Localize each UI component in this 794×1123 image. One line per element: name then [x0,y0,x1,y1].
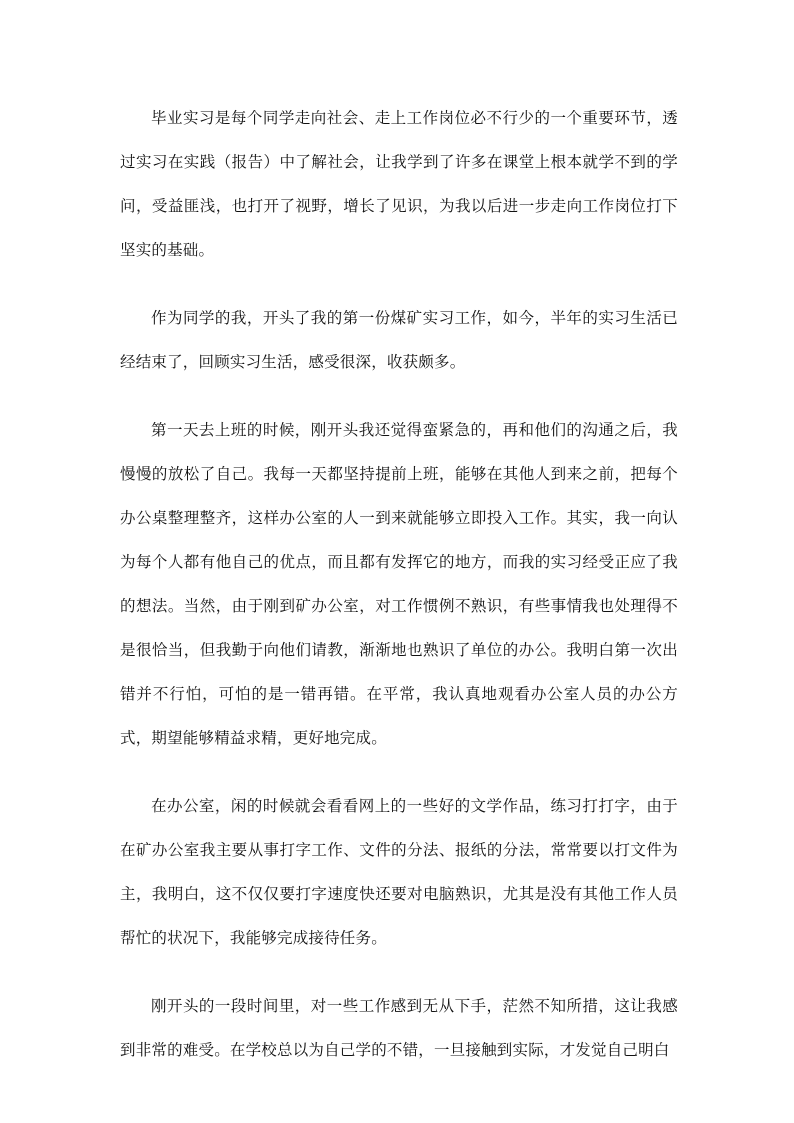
paragraph-4: 在办公室，闲的时候就会看看网上的一些好的文学作品，练习打打字，由于在矿办公室我主要从事打字工作、文件的分法、报纸的分法，常常要以打文件为主，我明白，这不仅仅要打字速度快还要对电脑熟识，尤其是没有其他工作人员帮忙的状况下，我能够完成接待任务。 [120,797,678,947]
paragraph-1: 毕业实习是每个同学走向社会、走上工作岗位必不行少的一个重要环节，透过实习在实践（报告）中了解社会，让我学到了许多在课堂上根本就学不到的学问，受益匪浅，也打开了视野，增长了见识，为我以后进一步走向工作岗位打下坚实的基础。 [120,109,678,259]
document-body [120,96,678,1072]
paragraph-3: 第一天去上班的时候，刚开头我还觉得蛮紧急的，再和他们的沟通之后，我慢慢的放松了自己。我每一天都坚持提前上班，能够在其他人到来之前，把每个办公桌整理整齐，这样办公室的人一到来就能够立即投入工作。其实，我一向认为每个人都有他自己的优点，而且都有发挥它的地方，而我的实习经受正应了我的想法。当然，由于刚到矿办公室，对工作惯例不熟识，有些事情我也处理得不是很恰当，但我勤于向他们请教，渐渐地也熟识了单位的办公。我明白第一次出错并不行怕，可怕的是一错再错。在平常，我认真地观看办公室人员的办公方式，期望能够精益求精，更好地完成。 [120,421,678,747]
paragraph-5: 刚开头的一段时间里，对一些工作感到无从下手，茫然不知所措，这让我感到非常的难受。在学校总以为自己学的不错，一旦接触到实际，才发觉自己明白 [120,997,678,1059]
paragraph-2: 作为同学的我，开头了我的第一份煤矿实习工作，如今，半年的实习生活已经结束了，回顾实习生活，感受很深，收获颇多。 [120,309,678,371]
